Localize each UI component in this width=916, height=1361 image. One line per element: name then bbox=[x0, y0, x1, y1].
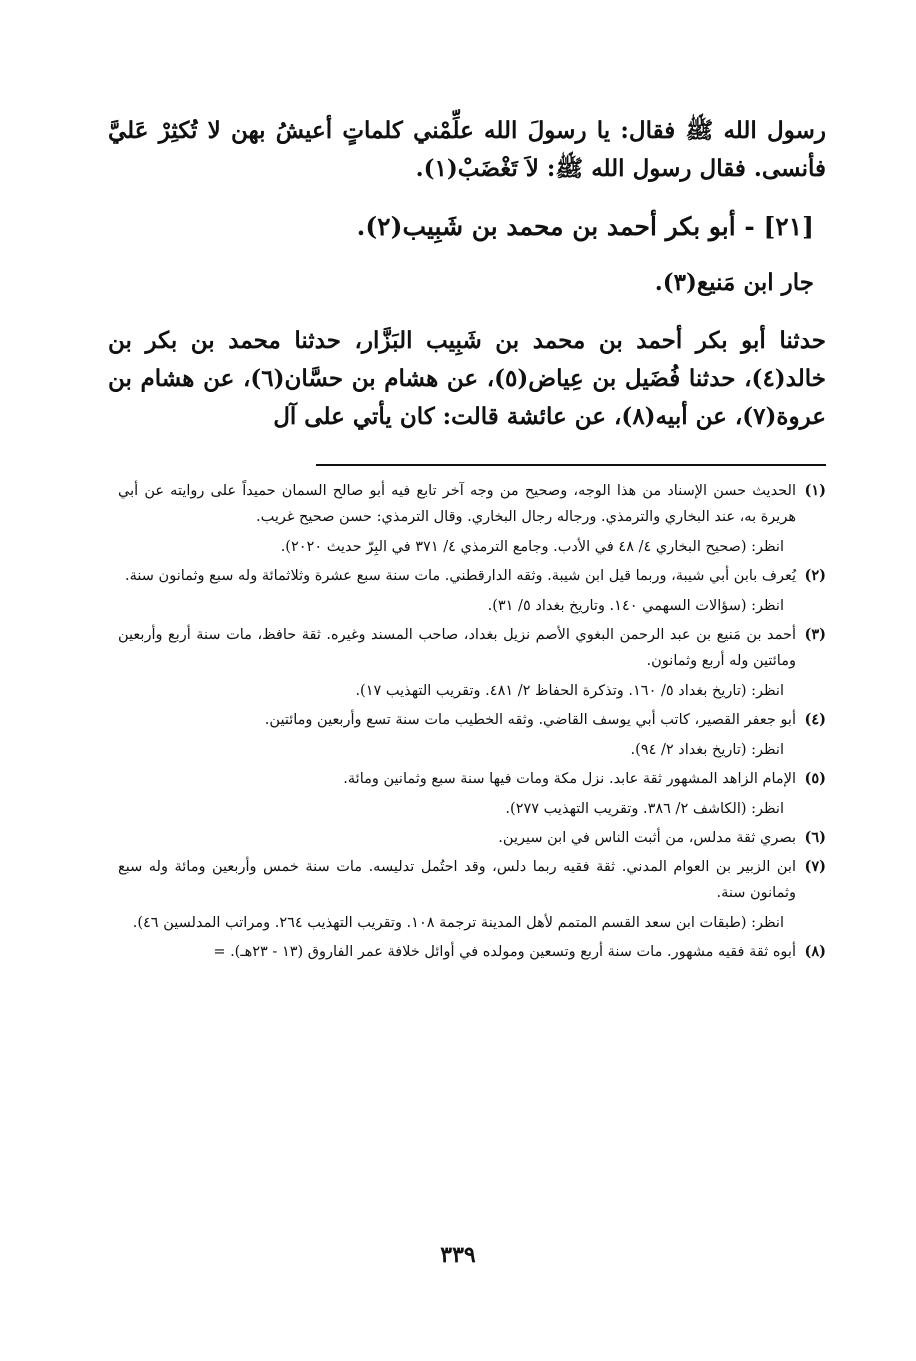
footnote-text: أبوه ثقة فقيه مشهور. مات سنة أربع وتسعين ومولده في أوائل خلافة عمر الفاروق (١٣ - ٢٣هـ). = bbox=[213, 944, 796, 960]
narrator-description: جار ابن مَنيع(٣). bbox=[654, 269, 814, 296]
footnote-text: أحمد بن مَنيع بن عبد الرحمن البغوي الأصم نزيل بغداد، صاحب المسند وغيره. ثقة حافظ، مات سنة أربع وأربعين ومائتين وله أربع وثمانون. bbox=[118, 627, 796, 669]
page-number: ٣٣٩ bbox=[440, 1242, 476, 1268]
footnote-separator bbox=[316, 464, 826, 466]
footnote-number: (٧) bbox=[804, 858, 826, 875]
footnote-3 bbox=[118, 622, 826, 704]
footnote-reference: انظر: (سؤالات السهمي ١٤٠. وتاريخ بغداد ٥/ ٣١). bbox=[487, 598, 784, 614]
footnote-8 bbox=[118, 939, 826, 965]
hadith-paragraph: حدثنا أبو بكر أحمد بن محمد بن شَبِيب البَزَّار، حدثنا محمد بن بكر بن خالد(٤)، حدثنا فُضَيل بن عِياض(٥)، عن هشام بن حسَّان(٦)، عن هشام بن عروة(٧)، عن أبيه(٨)، عن عائشة قالت: كان يأتي على آل bbox=[108, 327, 826, 430]
footnote-reference: انظر: (تاريخ بغداد ٢/ ٩٤). bbox=[630, 742, 784, 758]
footnote-number: (٥) bbox=[804, 770, 826, 787]
footnote-number: (٢) bbox=[804, 567, 826, 584]
footnotes bbox=[118, 478, 826, 968]
main-text bbox=[108, 112, 826, 436]
footnote-6 bbox=[118, 825, 826, 851]
footnote-reference: انظر: (طبقات ابن سعد القسم المتمم لأهل المدينة ترجمة ١٠٨. وتقريب التهذيب ٢٦٤. ومراتب المدلسين ٤٦). bbox=[132, 915, 784, 931]
footnote-4 bbox=[118, 707, 826, 763]
footnote-reference: انظر: (الكاشف ٢/ ٣٨٦. وتقريب التهذيب ٢٧٧). bbox=[505, 801, 784, 817]
hadith-ending-paragraph: رسول الله ﷺ فقال: يا رسولَ الله علِّمْني كلماتٍ أعيشُ بهن لا تُكثِرْ عَليَّ فأنسى. فقال رسول الله ﷺ: لاَ تَغْضَبْ(١). bbox=[108, 117, 826, 182]
footnote-text: بصري ثقة مدلس، من أثبت الناس في ابن سيرين. bbox=[498, 830, 796, 846]
footnote-1 bbox=[118, 478, 826, 560]
footnote-text: الإمام الزاهد المشهور ثقة عابد. نزل مكة ومات فيها سنة سبع وثمانين ومائة. bbox=[343, 771, 796, 787]
narrator-heading: [٢١] - أبو بكر أحمد بن محمد بن شَبِيب(٢). bbox=[356, 212, 814, 241]
footnote-text: يُعرف بابن أبي شيبة، وربما قيل ابن شيبة. وثقه الدارقطني. مات سنة سبع عشرة وثلاثمائة وله سبع وثمانون سنة. bbox=[125, 568, 796, 584]
footnote-text: ابن الزبير بن العوام المدني. ثقة فقيه ربما دلس، وقد احتُمل تدليسه. مات سنة خمس وأربعين ومائة وله سبع وثمانون سنة. bbox=[118, 859, 796, 901]
footnote-number: (٤) bbox=[804, 711, 826, 728]
footnote-text: الحديث حسن الإسناد من هذا الوجه، وصحيح من وجه آخر تابع فيه أبو صالح السمان حميداً على روايته عن أبي هريرة به، عند البخاري والترمذي. ورجاله رجال البخاري. وقال الترمذي: حسن صحيح غريب. bbox=[118, 483, 796, 525]
footnote-5 bbox=[118, 766, 826, 822]
footnote-number: (٦) bbox=[804, 829, 826, 846]
footnote-number: (١) bbox=[804, 482, 826, 499]
footnote-text: أبو جعفر القصير، كاتب أبي يوسف القاضي. وثقه الخطيب مات سنة تسع وأربعين ومائتين. bbox=[264, 712, 796, 728]
footnote-number: (٣) bbox=[804, 626, 826, 643]
footnote-7 bbox=[118, 854, 826, 936]
footnote-reference: انظر: (تاريخ بغداد ٥/ ١٦٠. وتذكرة الحفاظ ٢/ ٤٨١. وتقريب التهذيب ١٧). bbox=[355, 683, 784, 699]
footnote-2 bbox=[118, 563, 826, 619]
footnote-reference: انظر: (صحيح البخاري ٤/ ٤٨ في الأدب. وجامع الترمذي ٤/ ٣٧١ في البِرّ حديث ٢٠٢٠). bbox=[280, 539, 784, 555]
footnote-number: (٨) bbox=[804, 943, 826, 960]
